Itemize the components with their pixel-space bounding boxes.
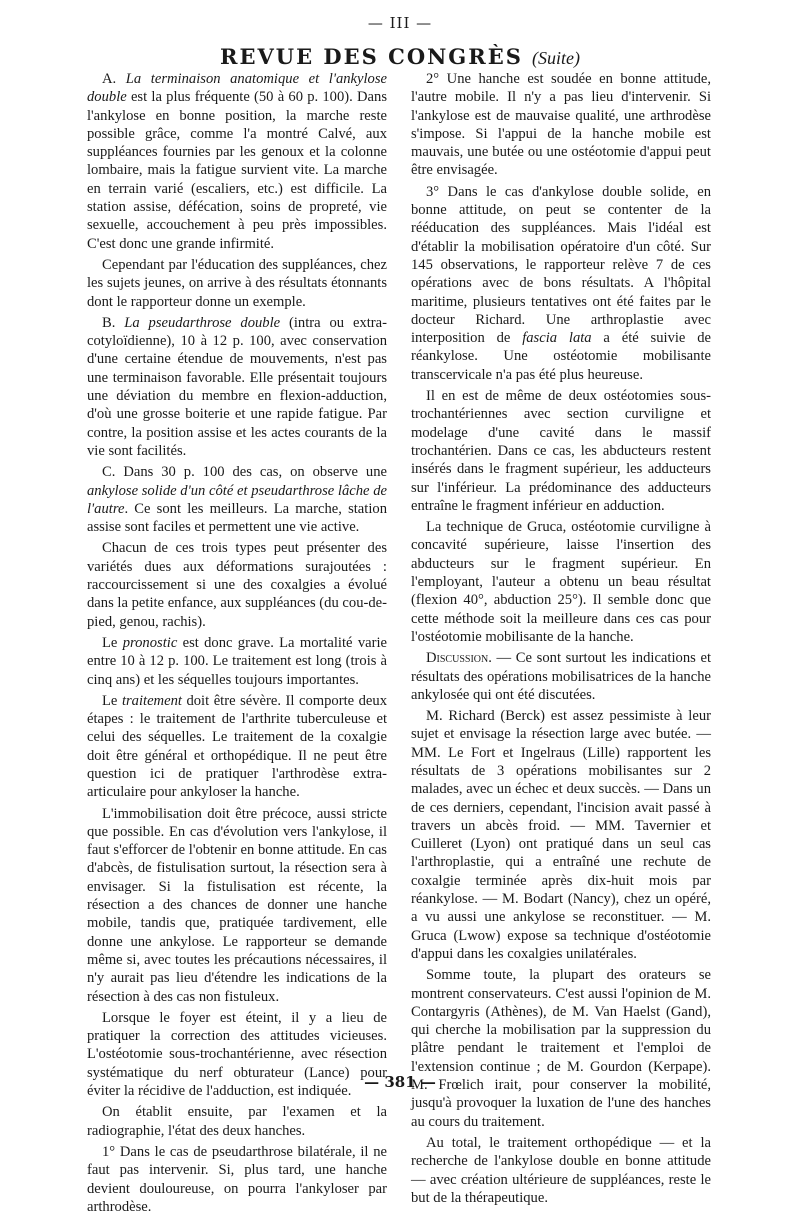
paragraph-discussion: Discussion. — Ce sont surtout les indications et résultats des opérations mobilisatrices de la hanche ankylosée qui ont été discutées. [411,650,711,703]
running-page-numeral: — III — [367,14,433,32]
paragraph-au-total: Au total, le traitement orthopédique — et la recherche de l'ankylose double en bonne attitude — avec création ultérieure de suppléances, reste le but de la thérapeutique. [411,1134,711,1206]
paragraph-immobilisation: L'immobilisation doit être précoce, aussi stricte que possible. En cas d'évolution vers l'ankylose, il faut s'efforcer de l'obtenir en bonne attitude. En cas d'abcès, de fistulisation surtout, la résection sera à envisager. Si la fistulisation est récente, la résection a des chances de donner une hanche mobile, tandis que, pratiquée tardivement, elle donne une ankylose. Le rapporteur se demande même si, avec toutes les précautions nécessaires, il n'y aurait pas lieu d'étendre les indications de la résection à des cas non fistuleux. [87,805,387,1005]
paragraph-cas-1: 1° Dans le cas de pseudarthrose bilatérale, il ne faut pas intervenir. Si, plus tard, une hanche devient douloureuse, on pourra l'ankyloser par arthrodèse. [87,1143,387,1215]
paragraph-intervenants: M. Richard (Berck) est assez pessimiste à leur sujet et envisage la résection large avec butée. — MM. Le Fort et Ingelraus (Lille) rapportent les résultats de 3 opérations mobilisantes sur 2 malades, avec un échec et deux succès. — Dans un de ces derniers, cependant, l'incision avait passé à travers un abcès froid. — MM. Tavernier et Cuilleret (Lyon) ont pratiqué dans un seul cas l'arthroplastie, qui a entraîné une rechute de coxalgie terminée après dix-huit mois par réankylose. — M. Bodart (Nancy), chez un opéré, a vu aussi une ankylose se reconstituer. — M. Gruca (Lwow) expose sa technique d'ostéotomie d'appui dans les coxalgies unilatérales. [411,708,711,962]
paragraph-foyer-eteint: Lorsque le foyer est éteint, il y a lieu de pratiquer la correction des attitudes vicieuses. L'ostéotomie sous-trochantérienne, avec résection systématique du nerf obturateur (Lance) pour éviter la récidive de l'adduction, est indiquée. [87,1009,387,1100]
title-subtitle: (Suite) [531,48,580,68]
left-column [87,70,387,1219]
paragraph-varietes: Chacun de ces trois types peut présenter des variétés dues aux déformations surajoutées : raccourcissement si une des coxalgies a évolué dans la petite enfance, aux suppléances (du cou-de-pied, genou, rachis). [87,540,387,630]
page-number: — 381 — [364,1073,436,1091]
section-title [0,44,800,69]
paragraph-traitement: Le traitement doit être sévère. Il comporte deux étapes : le traitement de l'arthrite tuberculeuse et celui des séquelles. Le traitement de la coxalgie doit être général et orthopédique. Il ne peut être question ici de pratiquer l'arthrodèse extra-articulaire pour ankyloser la hanche. [87,692,388,801]
paragraph-gruca: La technique de Gruca, ostéotomie curviligne à concavité supérieure, laisse l'insertion des abducteurs sur le fragment supérieur. En l'employant, l'auteur a obtenu un beau résultat (flexion 40°, abduction 25°). Il semble donc que cette méthode soit la meilleure dans ces cas pour l'ostéotomie mobilisante de la hanche. [411,519,711,645]
paragraph-c-mixte: C. Dans 30 p. 100 des cas, on observe une ankylose solide d'un côté et pseudarthrose lâche de l'autre. Ce sont les meilleurs. La marche, station assise sont faciles et permettent une vie active. [87,464,387,536]
paragraph-radiographie: On établit ensuite, par l'examen et la radiographie, l'état des deux hanches. [87,1104,387,1139]
right-column [411,70,711,1210]
paragraph-osteotomies: Il en est de même de deux ostéotomies sous-trochantériennes avec section curviligne et modelage d'une cavité dans le massif trochantérien. Dans ce cas, les abducteurs restent insérés dans le fragment supérieur, les adducteurs sur l'inférieur. La prédominance des adducteurs entraîne le fragment inférieur en adduction. [411,388,711,514]
paragraph-education: Cependant par l'éducation des suppléances, chez les sujets jeunes, on arrive à des résultats étonnants dont le rapporteur donne un exemple. [87,256,387,310]
paragraph-pronostic: Le pronostic est donc grave. La mortalité varie entre 10 à 12 p. 100. Le traitement est long (trois à cinq ans) et les séquelles toujours importantes. [87,634,387,688]
paragraph-cas-2: 2° Une hanche est soudée en bonne attitude, l'autre mobile. Il n'y a pas lieu d'intervenir. Si l'ankylose est de mauvaise qualité, une arthrodèse s'impose. Si l'appui de la hanche mobile est mauvais, une butée ou une ostéotomie d'appui peut être envisagée. [411,71,711,179]
paragraph-cas-3: 3° Dans le cas d'ankylose double solide, en bonne attitude, on peut se contenter de la rééducation des suppléances. Mais l'idéal est d'établir la mobilisation opératoire d'un côté. Sur 145 observations, le rapporteur relève 7 de ces opérations avec de bons résultats. A l'hôpital maritime, plusieurs tentatives ont été faites par le docteur Richard. Une arthroplastie avec interposition de fascia lata a été suivie de réankylose. Une ostéotomie mobilisante transcervicale n'a pas été plus heureuse. [411,183,711,383]
paragraph-b-pseudarthrose: B. La pseudarthrose double (intra ou extra-cotyloïdienne), 10 à 12 p. 100, avec conservation d'une certaine étendue de mouvements, n'est pas une terminaison favorable. Elle présentait toujours une déviation du membre en flexion-adduction, d'où une grosse boiterie et une rapide fatigue. Par contre, la position assise et les actes courants de la vie sont facilités. [87,314,387,459]
title-main: REVUE DES CONGRÈS [220,44,523,69]
paragraph-a-ankylose-double: A. La terminaison anatomique et l'ankylose double est la plus fréquente (50 à 60 p. 100). Dans l'ankylose en bonne position, la marche reste possible grâce, comme l'a montré Calvé, aux suppléances fournies par les genoux et la colonne lombaire, mais la fatigue survient vite. La marche en terrain varié (escaliers, etc.) est difficile. La station assise, défécation, soins de propreté, vie sexuelle, accouchement à peu près impossibles. C'est donc une grande infirmité. [87,71,388,252]
paragraph-somme-toute: Somme toute, la plupart des orateurs se montrent conservateurs. C'est aussi l'opinion de M. Contargyris (Athènes), de M. Van Haelst (Gand), qui cherche la mobilisation par la suppression du plâtre pendant le traitement et l'emploi de l'extension continue ; de M. Gourdon (Kerpape). M. Frœlich irait, pour conserver la mobilité, jusqu'à provoquer la luxation de l'une des hanches au cours du traitement. [411,967,711,1130]
